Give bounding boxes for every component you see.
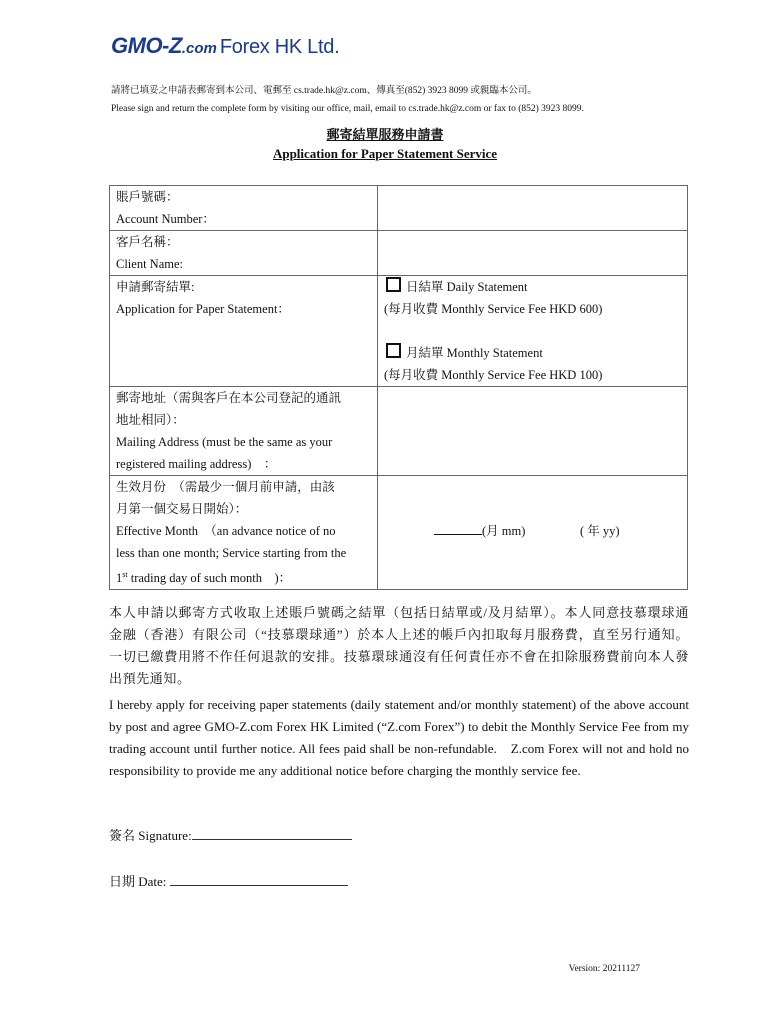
mailing-address-label-en-2: registered mailing address) ： bbox=[116, 457, 277, 471]
client-name-label bbox=[110, 231, 378, 276]
monthly-statement-option[interactable] bbox=[384, 342, 681, 364]
mailing-address-label-en-1: Mailing Address (must be the same as your bbox=[116, 435, 333, 449]
logo-company-name: Forex HK Ltd. bbox=[219, 36, 340, 58]
account-number-label-zh: 賬戶號碼： bbox=[116, 190, 179, 204]
mailing-address-label bbox=[110, 387, 378, 476]
paper-statement-label-en: Application for Paper Statement： bbox=[116, 302, 290, 316]
paper-statement-label bbox=[110, 276, 378, 387]
signature-label: 簽名 Signature: bbox=[109, 828, 192, 843]
effective-month-label bbox=[110, 476, 378, 590]
paper-statement-options bbox=[378, 276, 688, 387]
monthly-statement-checkbox[interactable] bbox=[386, 343, 401, 358]
mailing-address-field[interactable] bbox=[378, 387, 688, 476]
declaration-english: I hereby apply for receiving paper statements (daily statement and/or monthly statement) of the above account by post and agree GMO-Z.com Forex HK Limited (“Z.com Forex”) to debit the Monthly Service Fee from my trading account until further notice. All fees paid shall be non-refundable. Z.com Forex will not and hold no responsibility to provide me any additional notice before charging the monthly service fee. bbox=[109, 697, 689, 778]
date-field[interactable] bbox=[170, 873, 348, 886]
effective-month-label-en-2: less than one month; Service starting from the bbox=[116, 546, 347, 560]
effective-month-label-en-3: 1st trading day of such month )： bbox=[116, 570, 292, 586]
month-hint: (月 mm) bbox=[482, 524, 526, 538]
client-name-label-zh: 客戶名稱： bbox=[116, 235, 179, 249]
signature-line bbox=[109, 825, 352, 844]
logo-brand: GMO-Z bbox=[111, 33, 182, 58]
version-label: Version: 20211127 bbox=[568, 964, 640, 974]
paper-statement-row bbox=[110, 276, 688, 387]
form-title-chinese: 郵寄結單服務申請書 bbox=[326, 127, 444, 142]
form-title-english: Application for Paper Statement Service bbox=[272, 146, 498, 161]
mailing-address-label-zh-2: 地址相同）： bbox=[116, 413, 185, 427]
instructions-chinese: 請將已填妥之申請表郵寄到本公司、電郵至 cs.trade.hk@z.com、傳真至(852) 3923 8099 或親臨本公司。 bbox=[111, 86, 537, 96]
date-label: 日期 Date: bbox=[109, 874, 170, 889]
year-hint: ( 年 yy) bbox=[580, 524, 620, 538]
monthly-statement-label: 月結單 Monthly Statement bbox=[406, 346, 543, 360]
account-number-field[interactable] bbox=[378, 186, 688, 231]
effective-month-row bbox=[110, 476, 688, 590]
daily-statement-option[interactable] bbox=[384, 276, 681, 298]
daily-statement-label: 日結單 Daily Statement bbox=[406, 280, 528, 294]
declaration-chinese: 本人申請以郵寄方式收取上述賬戶號碼之結單（包括日結單或/及月結單）。本人同意技慕環球通金融（香港）有限公司（“技慕環球通”）於本人上述的帳戶內扣取每月服務費，直至另行通知。一切已繳費用將不作任何退款的安排。技慕環球通沒有任何責任亦不會在扣除服務費前向本人發出預先通知。 bbox=[109, 605, 689, 686]
effective-month-label-en-1: Effective Month （an advance notice of no bbox=[116, 524, 336, 538]
account-number-row bbox=[110, 186, 688, 231]
company-logo bbox=[111, 33, 339, 59]
account-number-label-en: Account Number： bbox=[116, 212, 215, 226]
date-line bbox=[109, 871, 348, 890]
effective-month-label-zh-2: 月第一個交易日開始）： bbox=[116, 502, 248, 516]
effective-month-field[interactable] bbox=[378, 476, 688, 590]
instructions-english: Please sign and return the complete form by visiting our office, mail, email to cs.trade.hk@z.com or fax to (852) 3923 8099. bbox=[111, 104, 584, 114]
signature-field[interactable] bbox=[192, 827, 352, 840]
mailing-address-row bbox=[110, 387, 688, 476]
application-form-table bbox=[109, 185, 688, 590]
logo-dotcom: .com bbox=[181, 40, 217, 57]
monthly-statement-fee: (每月收費 Monthly Service Fee HKD 100) bbox=[384, 368, 603, 382]
mailing-address-label-zh-1: 郵寄地址（需與客戶在本公司登記的通訊 bbox=[116, 391, 342, 405]
paper-statement-label-zh: 申請郵寄結單: bbox=[116, 280, 195, 294]
effective-month-input[interactable] bbox=[384, 520, 681, 542]
daily-statement-fee: (每月收費 Monthly Service Fee HKD 600) bbox=[384, 302, 603, 316]
client-name-label-en: Client Name: bbox=[116, 257, 183, 271]
effective-month-label-zh-1: 生效月份 （需最少一個月前申請，由該 bbox=[116, 480, 335, 494]
client-name-row bbox=[110, 231, 688, 276]
daily-statement-checkbox[interactable] bbox=[386, 277, 401, 292]
client-name-field[interactable] bbox=[378, 231, 688, 276]
month-blank[interactable] bbox=[434, 534, 482, 535]
account-number-label bbox=[110, 186, 378, 231]
